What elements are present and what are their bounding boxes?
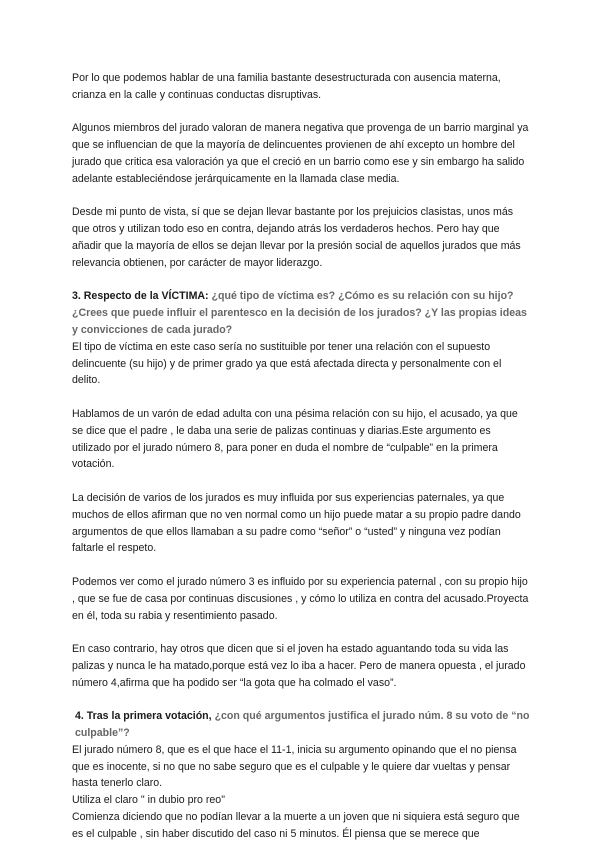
paragraph-father-relation: Hablamos de un varón de edad adulta con una pésima relación con su hijo, el acusado, ya que se dice que el padre , le daba una serie de palizas continuas y diarias.Este argumento es utilizado por el jurado número 8, para poner en duda el nombre de “culpable” en la primera votación. [72,407,518,471]
paragraph-argument-start: Comienza diciendo que no podían llevar a la muerte a un joven que ni siquiera está seguro que es el culpable , sin haber discutido del caso ni 5 minutos. Él piensa que se merece que [72,811,520,840]
paragraph-juror-8: El jurado número 8, que es el que hace el 11-1, inicia su argumento opinando que el no piensa que es inocente, si no que no sabe seguro que es el culpable y le quiere dar vueltas y pensar hasta tenerlo claro. [72,743,517,790]
paragraph-jury-valuation: Algunos miembros del jurado valoran de manera negativa que provenga de un barrio marginal ya que se influencian de que la mayoría de delincuentes provienen de ahí excepto un hombre del jurado que critica esa valoración ya que el creció en un barrio como ese y sin embargo ha salido adelante estableciéndose jerárquicamente en la llamada clase media. [72,122,529,185]
question-3-text: ¿qué tipo de víctima es? ¿Cómo es su relación con su hijo? ¿Crees que puede influir el parentesco en la decisión de los jurados? ¿Y las propias ideas y convicciones de cada jurado? [72,290,527,336]
paragraph-juror-4: En caso contrario, hay otros que dicen que si el joven ha estado aguantando toda su vida las palizas y nunca le ha matado,porque está vez lo iba a hacer. Pero de manera opuesta , el jurado número 4,afirma que ha podido ser “la gota que ha colmado el vaso”. [72,643,526,689]
paragraph-point-of-view: Desde mi punto de vista, sí que se dejan llevar bastante por los prejuicios clasistas, unos más que otros y utilizan todo eso en contra, dejando atrás los verdaderos hechos. Pero hay que añadir que la mayoría de ellos se dejan llevar por la presión social de aquellos jurados que más relevancia obtienen, por carácter de mayor liderazgo. [72,206,521,269]
question-4-heading [72,708,530,742]
question-3-heading [72,288,530,338]
paragraph-in-dubio: Utiliza el claro " in dubio pro reo" [72,794,225,807]
question-3-label: 3. Respecto de la VÍCTIMA: [72,290,209,303]
paragraph-juror-3: Podemos ver como el jurado número 3 es influido por su experiencia paternal , con su propio hijo , que se fue de casa por continuas discusiones , y cómo lo utiliza en contra del acusado.Proyecta en él, toda su rabia y resentimiento pasado. [72,575,529,622]
question-4-label: 4. Tras la primera votación, [75,710,212,723]
document-page [72,70,530,843]
paragraph-family: Por lo que podemos hablar de una familia bastante desestructurada con ausencia materna, crianza en la calle y continuas conductas disruptivas. [72,72,501,101]
paragraph-victim-type: El tipo de víctima en este caso sería no sustituible por tener una relación con el supuesto delincuente (su hijo) y de primer grado ya que está afectada directa y personalmente con el delito. [72,340,502,387]
question-4-text: ¿con qué argumentos justifica el jurado núm. 8 su voto de “no culpable”? [75,710,530,740]
paragraph-paternal-experience: La decisión de varios de los jurados es muy influida por sus experiencias paternales, ya que muchos de ellos afirman que no ven normal como un hijo puede matar a su propio padre dando argumentos de que ellos llamaban a su padre como “señor” o “usted” y ninguna vez podían faltarle el respeto. [72,491,521,555]
